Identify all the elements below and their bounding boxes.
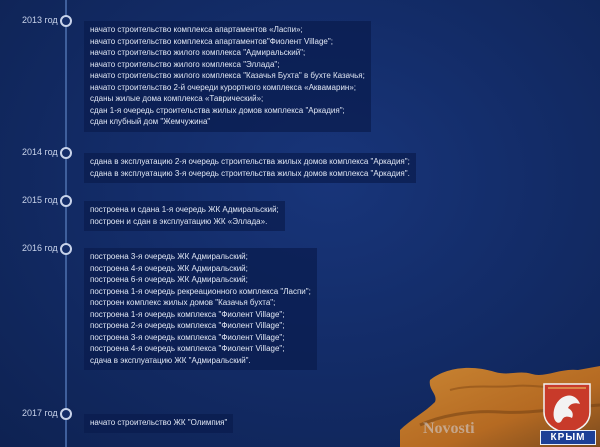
timeline-dot (60, 15, 72, 27)
list-item: построена 3-я очередь ЖК Адмиральский; (90, 252, 248, 261)
list-item: построен комплекс жилых домов "Казачья бухта"; (90, 298, 276, 307)
list-item: построен и сдан в эксплуатацию ЖК «Эллада». (90, 216, 268, 226)
timeline-dot (60, 243, 72, 255)
timeline-line (65, 0, 67, 447)
list-item: начато строительство комплекса апартаментов «Ласпи»; (90, 25, 303, 34)
timeline-year-2015: 2015 год (22, 195, 58, 205)
list-item: сдан клубный дом "Жемчужина" (90, 117, 211, 126)
list-item: сдан 1-я очередь строительства жилых домов комплекса "Аркадия"; (90, 105, 345, 115)
timeline-entry-2013 (84, 21, 371, 132)
timeline-year-2013: 2013 год (22, 15, 58, 25)
timeline-year-2014: 2014 год (22, 147, 58, 157)
timeline-entry-2014 (84, 153, 416, 183)
list-item: построена 1-я очередь комплекса "Фиолент Village"; (90, 309, 285, 319)
timeline-dot (60, 408, 72, 420)
list-item: начато строительство жилого комплекса "Казачья Бухта" в бухте Казачья; (90, 71, 365, 80)
list-item: начато строительство комплекса апартаментов"Фиолент Village"; (90, 36, 333, 46)
list-item: начато строительство жилого комплекса "Адмиральский"; (90, 48, 306, 57)
list-item: начато строительство 2-й очереди курортного комплекса «Аквамарин»; (90, 82, 356, 92)
watermark-text: Novosti (423, 420, 475, 437)
timeline-entry-2015 (84, 201, 285, 231)
timeline-dot (60, 195, 72, 207)
timeline-year-2017: 2017 год (22, 408, 58, 418)
list-item: построена 4-я очередь комплекса "Фиолент Village"; (90, 344, 285, 353)
list-item: построена 3-я очередь комплекса "Фиолент Village"; (90, 332, 285, 342)
logo-label: КРЫМ (540, 430, 596, 445)
list-item: построена 1-я очередь рекреационного комплекса "Ласпи"; (90, 286, 311, 296)
list-item: построена 4-я очередь ЖК Адмиральский; (90, 263, 248, 273)
list-item: сдана в эксплуатацию 3-я очередь строительства жилых домов комплекса "Аркадия". (90, 168, 410, 178)
list-item: сданы жилые дома комплекса «Таврический»; (90, 94, 264, 103)
timeline-entry-2017 (84, 414, 233, 433)
timeline-year-2016: 2016 год (22, 243, 58, 253)
list-item: построена 6-я очередь ЖК Адмиральский; (90, 275, 248, 284)
list-item: сдача в эксплуатацию ЖК "Адмиральский". (90, 355, 251, 365)
list-item: начато строительство ЖК "Олимпия" (90, 418, 228, 427)
list-item: начато строительство жилого комплекса "Эллада"; (90, 59, 280, 69)
timeline-entry-2016 (84, 248, 317, 370)
timeline-dot (60, 147, 72, 159)
list-item: построена 2-я очередь комплекса "Фиолент Village"; (90, 321, 285, 330)
list-item: сдана в эксплуатацию 2-я очередь строительства жилых домов комплекса "Аркадия"; (90, 157, 410, 166)
list-item: построена и сдана 1-я очередь ЖК Адмиральский; (90, 205, 279, 214)
